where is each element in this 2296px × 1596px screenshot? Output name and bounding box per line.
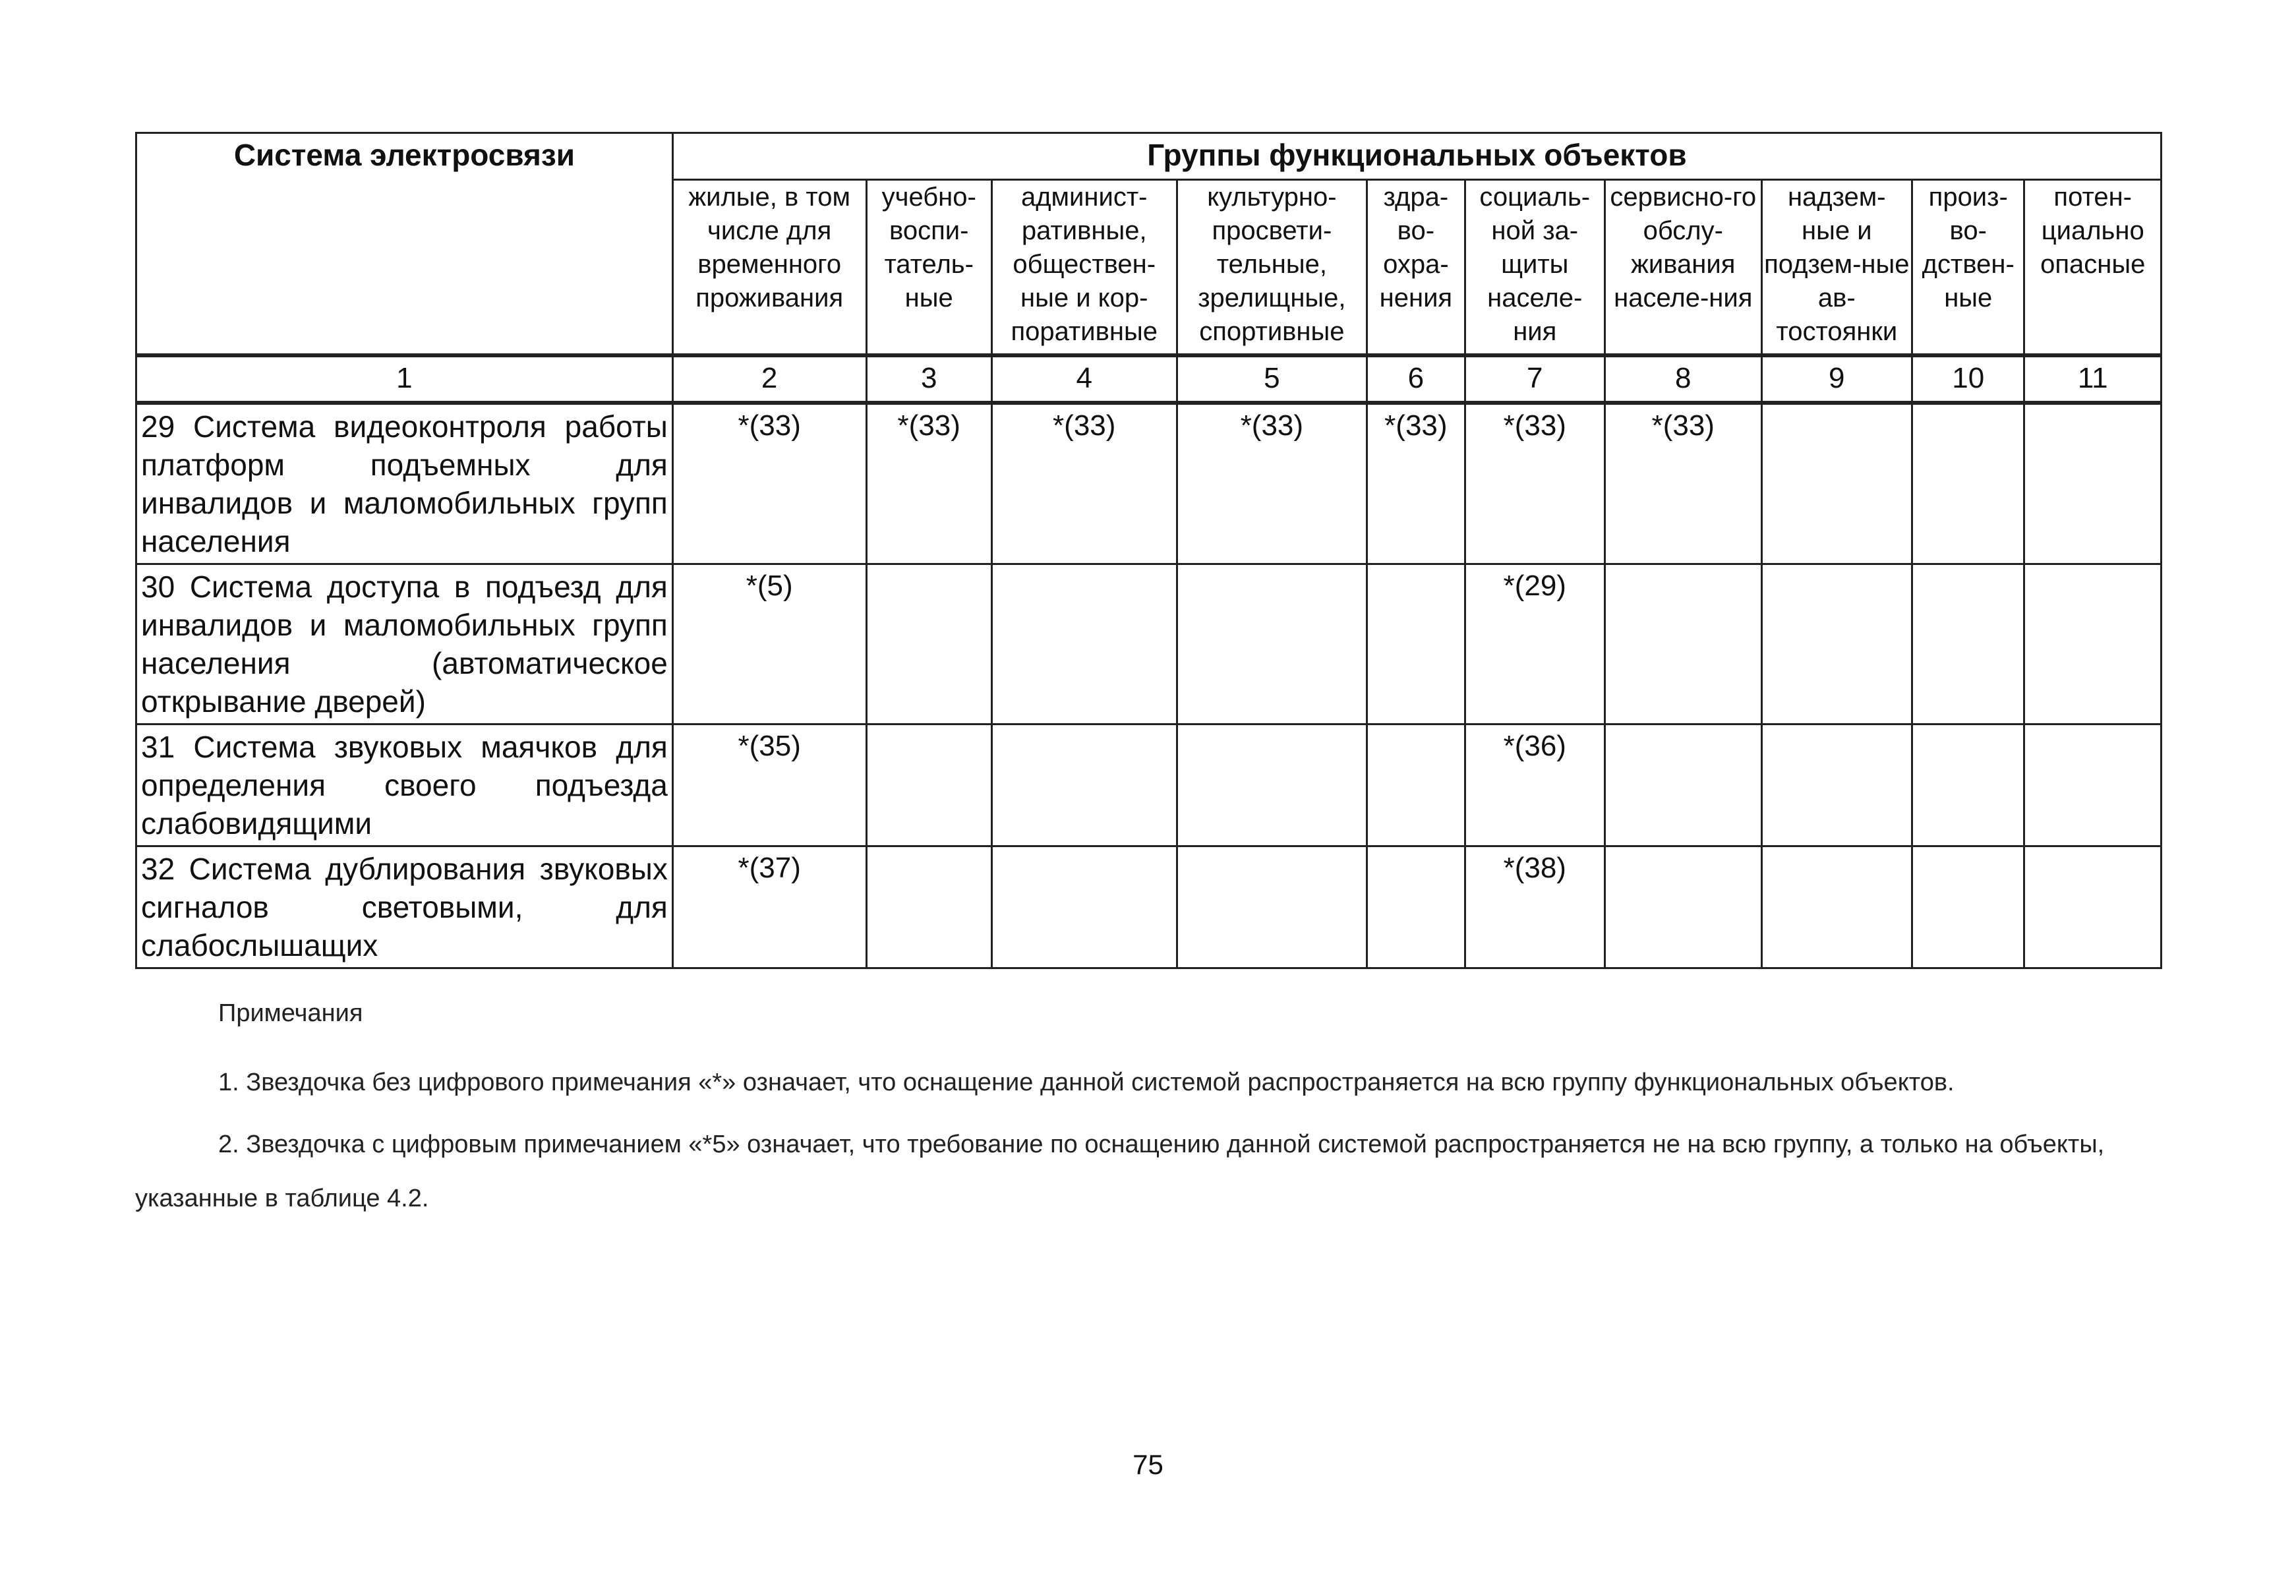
value-cell xyxy=(1605,846,1762,968)
value-cell xyxy=(866,564,991,724)
value-cell xyxy=(866,846,991,968)
column-header: здра-во-охра-нения xyxy=(1367,180,1465,356)
column-number: 8 xyxy=(1605,355,1762,403)
system-name-cell: 29 Система видеоконтроля работы платформ подъемных для инвалидов и маломобильных групп населения xyxy=(136,403,673,564)
column-number: 2 xyxy=(672,355,866,403)
column-header: социаль-ной за-щиты населе-ния xyxy=(1465,180,1604,356)
column-number: 4 xyxy=(991,355,1177,403)
notes-title: Примечания xyxy=(218,999,363,1027)
value-cell xyxy=(1177,846,1367,968)
groups-header: Группы функциональных объектов xyxy=(672,133,2161,180)
value-cell xyxy=(1761,846,1912,968)
value-cell xyxy=(2024,564,2162,724)
value-cell: *(35) xyxy=(672,724,866,846)
column-number: 6 xyxy=(1367,355,1465,403)
value-cell xyxy=(1761,403,1912,564)
system-name-cell: 31 Система звуковых маячков для определения своего подъезда слабовидящими xyxy=(136,724,673,846)
value-cell: *(36) xyxy=(1465,724,1604,846)
column-number: 9 xyxy=(1761,355,1912,403)
system-name-cell: 30 Система доступа в подъезд для инвалидов и маломобильных групп населения (автоматическое открывание дверей) xyxy=(136,564,673,724)
value-cell xyxy=(1761,724,1912,846)
page-number: 75 xyxy=(1133,1449,1163,1480)
value-cell: *(33) xyxy=(1177,403,1367,564)
value-cell: *(5) xyxy=(672,564,866,724)
value-cell: *(33) xyxy=(1465,403,1604,564)
note-item: 1. Звездочка без цифрового примечания «*» означает, что оснащение данной системой распространяется на всю группу функциональных объектов. xyxy=(218,1069,1955,1096)
column-number: 1 xyxy=(136,355,673,403)
column-number: 3 xyxy=(866,355,991,403)
value-cell xyxy=(1367,846,1465,968)
note-item: 2. Звездочка с цифровым примечанием «*5» означает, что требование по оснащению данной системой распространяется не на всю группу, а только на объекты, указанные в таблице 4.2. xyxy=(135,1131,2105,1212)
value-cell: *(38) xyxy=(1465,846,1604,968)
column-header: надзем-ные и подзем-ные ав-тостоянки xyxy=(1761,180,1912,356)
column-number: 5 xyxy=(1177,355,1367,403)
value-cell xyxy=(1605,564,1762,724)
value-cell xyxy=(1367,724,1465,846)
value-cell xyxy=(2024,724,2162,846)
column-header: жилые, в том числе для временного проживания xyxy=(672,180,866,356)
value-cell xyxy=(2024,403,2162,564)
column-number: 11 xyxy=(2024,355,2162,403)
value-cell: *(29) xyxy=(1465,564,1604,724)
column-header: культурно-просвети-тельные, зрелищные, спортивные xyxy=(1177,180,1367,356)
value-cell: *(33) xyxy=(866,403,991,564)
notes-section xyxy=(135,999,2165,1226)
systems-table xyxy=(135,132,2162,969)
column-number: 7 xyxy=(1465,355,1604,403)
value-cell: *(33) xyxy=(1605,403,1762,564)
system-name-cell: 32 Система дублирования звуковых сигналов световыми, для слабослышащих xyxy=(136,846,673,968)
column-header: сервисно-го обслу-живания населе-ния xyxy=(1605,180,1762,356)
table-row xyxy=(136,403,2162,564)
value-cell xyxy=(991,564,1177,724)
value-cell xyxy=(866,724,991,846)
value-cell: *(33) xyxy=(672,403,866,564)
value-cell: *(33) xyxy=(991,403,1177,564)
column-number: 10 xyxy=(1912,355,2024,403)
column-header: админист-ративные, обществен-ные и кор-поративные xyxy=(991,180,1177,356)
table-row xyxy=(136,724,2162,846)
value-cell xyxy=(1177,564,1367,724)
value-cell: *(37) xyxy=(672,846,866,968)
value-cell xyxy=(1367,564,1465,724)
value-cell xyxy=(991,724,1177,846)
column-header: учебно-воспи-татель-ные xyxy=(866,180,991,356)
value-cell xyxy=(1912,564,2024,724)
value-cell xyxy=(1912,846,2024,968)
value-cell: *(33) xyxy=(1367,403,1465,564)
system-header: Система электросвязи xyxy=(136,133,673,356)
column-header: потен-циально опасные xyxy=(2024,180,2162,356)
column-number-row xyxy=(136,355,2162,403)
column-header: произ-во-дствен-ные xyxy=(1912,180,2024,356)
table-row xyxy=(136,846,2162,968)
value-cell xyxy=(2024,846,2162,968)
value-cell xyxy=(1177,724,1367,846)
value-cell xyxy=(1912,724,2024,846)
table-row xyxy=(136,564,2162,724)
value-cell xyxy=(1761,564,1912,724)
value-cell xyxy=(1605,724,1762,846)
value-cell xyxy=(1912,403,2024,564)
value-cell xyxy=(991,846,1177,968)
